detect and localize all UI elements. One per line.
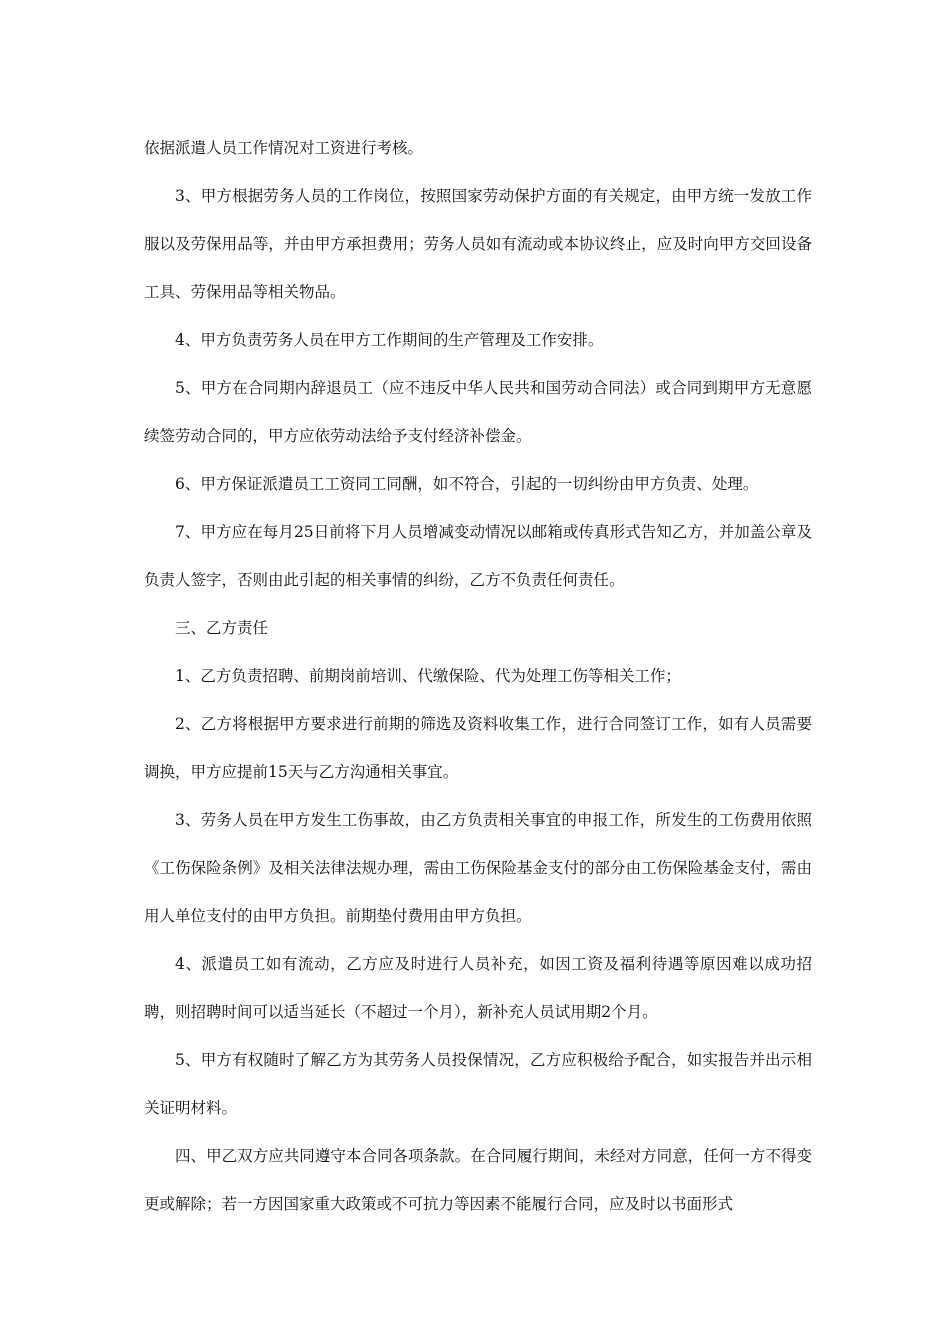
paragraph-section-4: 四、甲乙双方应共同遵守本合同各项条款。在合同履行期间，未经对方同意，任何一方不得变更或解除；若一方因国家重大政策或不可抗力等因素不能履行合同，应及时以书面形式 [144,1147,812,1213]
paragraph-clause-2-5: 5、甲方在合同期内辞退员工（应不违反中华人民共和国劳动合同法）或合同到期甲方无意愿续签劳动合同的，甲方应依劳动法给予支付经济补偿金。 [144,379,812,445]
paragraph-clause-2-3: 3、甲方根据劳务人员的工作岗位，按照国家劳动保护方面的有关规定，由甲方统一发放工作服以及劳保用品等，并由甲方承担费用；劳务人员如有流动或本协议终止，应及时向甲方交回设备工具、劳保用品等相关物品。 [144,187,812,301]
section-heading-party-b: 三、乙方责任 [175,619,269,637]
paragraph-clause-3-2: 2、乙方将根据甲方要求进行前期的筛选及资料收集工作，进行合同签订工作，如有人员需要调换，甲方应提前15天与乙方沟通相关事宜。 [144,715,812,781]
document-body [144,124,812,1228]
paragraph-clause-2-4: 4、甲方负责劳务人员在甲方工作期间的生产管理及工作安排。 [175,331,604,349]
paragraph-clause-3-1: 1、乙方负责招聘、前期岗前培训、代缴保险、代为处理工伤等相关工作； [175,667,681,685]
paragraph-continuation: 依据派遣人员工作情况对工资进行考核。 [144,139,424,157]
paragraph-clause-3-4: 4、派遣员工如有流动，乙方应及时进行人员补充，如因工资及福利待遇等原因难以成功招聘，则招聘时间可以适当延长（不超过一个月），新补充人员试用期2个月。 [144,955,812,1021]
paragraph-clause-2-6: 6、甲方保证派遣员工工资同工同酬，如不符合，引起的一切纠纷由甲方负责、处理。 [175,475,759,493]
paragraph-clause-3-3: 3、劳务人员在甲方发生工伤事故，由乙方负责相关事宜的申报工作，所发生的工伤费用依照《工伤保险条例》及相关法律法规办理，需由工伤保险基金支付的部分由工伤保险基金支付，需由用人单位支付的由甲方负担。前期垫付费用由甲方负担。 [144,811,812,925]
paragraph-clause-3-5: 5、甲方有权随时了解乙方为其劳务人员投保情况，乙方应积极给予配合，如实报告并出示相关证明材料。 [144,1051,812,1117]
paragraph-clause-2-7: 7、甲方应在每月25日前将下月人员增减变动情况以邮箱或传真形式告知乙方，并加盖公章及负责人签字，否则由此引起的相关事情的纠纷，乙方不负责任何责任。 [144,523,812,589]
